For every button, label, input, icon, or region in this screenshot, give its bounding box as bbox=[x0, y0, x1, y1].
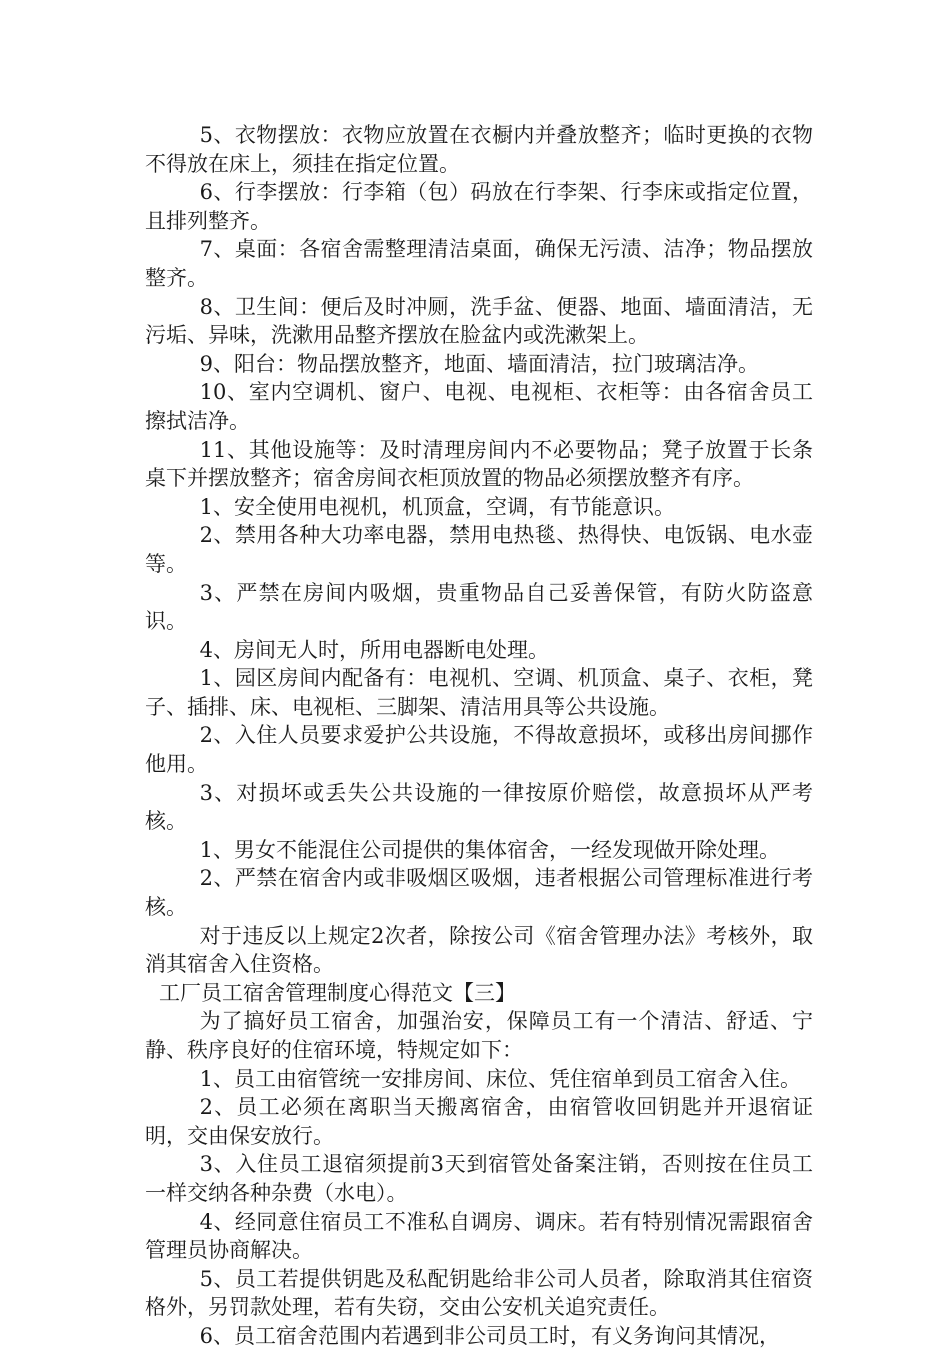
paragraph: 10、室内空调机、窗户、电视、电视柜、衣柜等：由各宿舍员工擦拭洁净。 bbox=[145, 380, 813, 433]
paragraph: 9、阳台：物品摆放整齐，地面、墙面清洁，拉门玻璃洁净。 bbox=[199, 351, 759, 376]
paragraph: 5、衣物摆放：衣物应放置在衣橱内并叠放整齐；临时更换的衣物不得放在床上，须挂在指定位置。 bbox=[145, 123, 813, 176]
paragraph: 2、入住人员要求爱护公共设施，不得故意损坏，或移出房间挪作他用。 bbox=[145, 723, 813, 777]
paragraph: 6、员工宿舍范围内若遇到非公司员工时，有义务询问其情况， bbox=[199, 1323, 780, 1348]
paragraph: 对于违反以上规定2次者，除按公司《宿舍管理办法》考核外，取消其宿舍入住资格。 bbox=[145, 923, 813, 977]
paragraph: 2、禁用各种大功率电器，禁用电热毯、热得快、电饭锅、电水壶等。 bbox=[145, 523, 813, 576]
paragraph: 2、严禁在宿舍内或非吸烟区吸烟，违者根据公司管理标准进行考核。 bbox=[145, 866, 813, 920]
paragraph: 5、员工若提供钥匙及私配钥匙给非公司人员者，除取消其住宿资格外，另罚款处理，若有失窃，交由公安机关追究责任。 bbox=[145, 1266, 813, 1320]
paragraph: 为了搞好员工宿舍，加强治安，保障员工有一个清洁、舒适、宁静、秩序良好的住宿环境，特规定如下： bbox=[145, 1009, 813, 1062]
paragraph: 6、行李摆放：行李箱（包）码放在行李架、行李床或指定位置，且排列整齐。 bbox=[145, 180, 813, 233]
paragraph: 1、园区房间内配备有：电视机、空调、机顶盒、桌子、衣柜，凳子、插排、床、电视柜、三脚架、清洁用具等公共设施。 bbox=[145, 666, 813, 719]
paragraph: 1、员工由宿管统一安排房间、床位、凭住宿单到员工宿舍入住。 bbox=[199, 1066, 801, 1091]
paragraph: 3、对损坏或丢失公共设施的一律按原价赔偿，故意损坏从严考核。 bbox=[145, 780, 813, 834]
paragraph: 1、男女不能混住公司提供的集体宿舍，一经发现做开除处理。 bbox=[199, 837, 780, 862]
paragraph: 1、安全使用电视机，机顶盒，空调，有节能意识。 bbox=[199, 494, 675, 519]
paragraph: 4、经同意住宿员工不准私自调房、调床。若有特别情况需跟宿舍管理员协商解决。 bbox=[145, 1209, 813, 1263]
paragraph: 11、其他设施等：及时清理房间内不必要物品；凳子放置于长条桌下并摆放整齐；宿舍房间衣柜顶放置的物品必须摆放整齐有序。 bbox=[145, 437, 813, 491]
section-heading: 工厂员工宿舍管理制度心得范文【三】 bbox=[159, 980, 516, 1005]
paragraph: 2、员工必须在离职当天搬离宿舍，由宿管收回钥匙并开退宿证明，交由保安放行。 bbox=[145, 1095, 813, 1148]
document-body bbox=[145, 121, 813, 1351]
paragraph: 3、入住员工退宿须提前3天到宿管处备案注销，否则按在住员工一样交纳各种杂费（水电）。 bbox=[145, 1152, 813, 1205]
paragraph: 7、桌面：各宿舍需整理清洁桌面，确保无污渍、洁净；物品摆放整齐。 bbox=[145, 237, 813, 290]
paragraph: 3、严禁在房间内吸烟，贵重物品自己妥善保管，有防火防盗意识。 bbox=[145, 580, 813, 634]
paragraph: 8、卫生间：便后及时冲厕，洗手盆、便器、地面、墙面清洁，无污垢、异味，洗漱用品整齐摆放在脸盆内或洗漱架上。 bbox=[145, 294, 813, 348]
paragraph: 4、房间无人时，所用电器断电处理。 bbox=[199, 637, 549, 662]
